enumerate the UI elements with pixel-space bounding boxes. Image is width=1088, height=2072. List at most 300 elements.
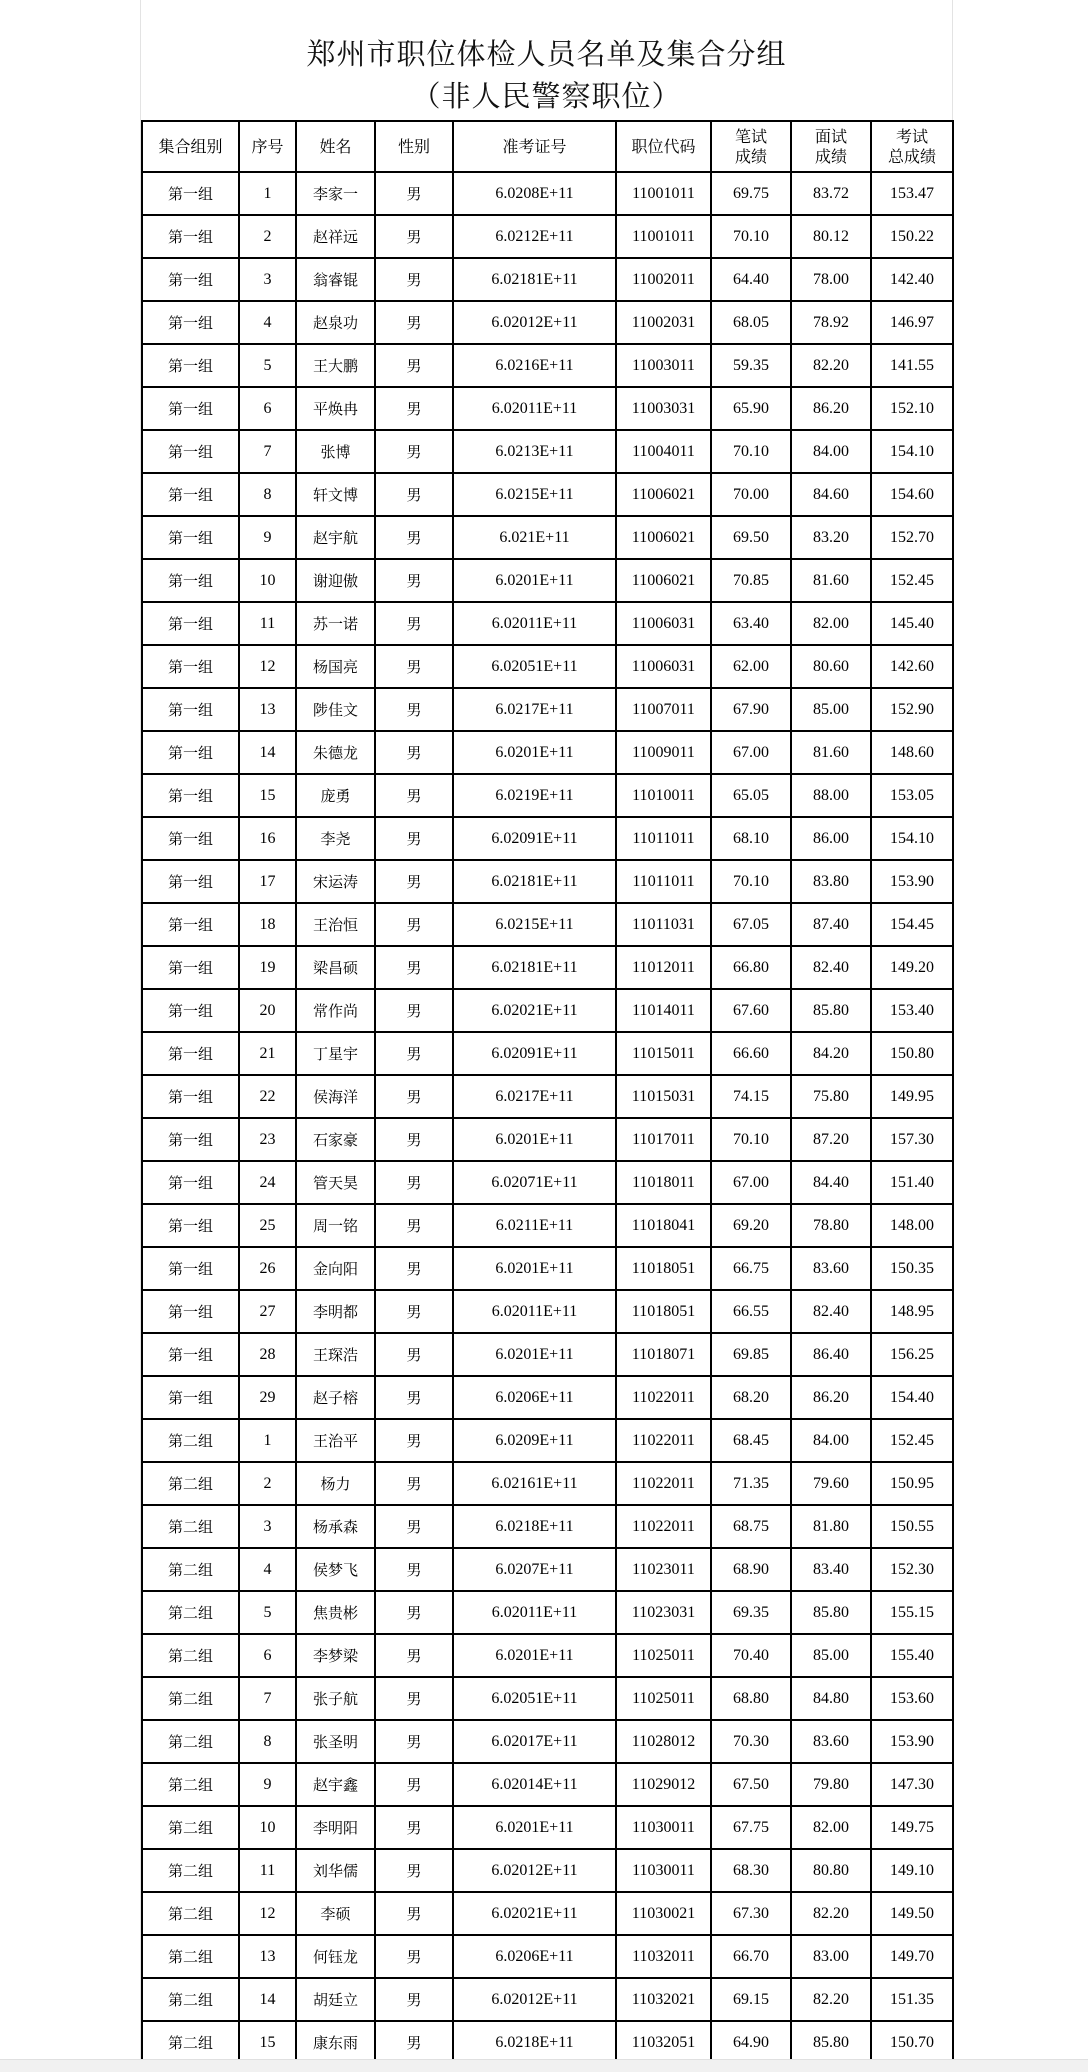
cell-name: 刘华儒 [296, 1849, 375, 1892]
cell-interview-score: 86.00 [791, 817, 871, 860]
cell-written-score: 68.20 [711, 1376, 791, 1419]
cell-position-code: 11011011 [616, 860, 711, 903]
cell-index: 2 [239, 1462, 296, 1505]
table-header-row [142, 121, 953, 172]
cell-written-score: 69.35 [711, 1591, 791, 1634]
cell-gender: 男 [375, 731, 453, 774]
cell-name: 王大鹏 [296, 344, 375, 387]
cell-total-score: 155.15 [871, 1591, 953, 1634]
cell-exam-id: 6.02012E+11 [453, 1849, 616, 1892]
cell-index: 9 [239, 1763, 296, 1806]
cell-exam-id: 6.0209E+11 [453, 1419, 616, 1462]
table-row [142, 1204, 953, 1247]
cell-total-score: 147.30 [871, 1763, 953, 1806]
cell-written-score: 70.00 [711, 473, 791, 516]
cell-exam-id: 6.0206E+11 [453, 1376, 616, 1419]
cell-position-code: 11002031 [616, 301, 711, 344]
table-row [142, 817, 953, 860]
cell-interview-score: 82.20 [791, 344, 871, 387]
cell-name: 焦贵彬 [296, 1591, 375, 1634]
cell-written-score: 69.85 [711, 1333, 791, 1376]
cell-position-code: 11006031 [616, 602, 711, 645]
cell-total-score: 141.55 [871, 344, 953, 387]
cell-written-score: 70.40 [711, 1634, 791, 1677]
table-row [142, 1978, 953, 2021]
cell-group: 第一组 [142, 516, 239, 559]
cell-group: 第一组 [142, 688, 239, 731]
cell-name: 康东雨 [296, 2021, 375, 2064]
cell-written-score: 69.75 [711, 172, 791, 215]
cell-name: 何钰龙 [296, 1935, 375, 1978]
table-row [142, 1548, 953, 1591]
cell-group: 第二组 [142, 1677, 239, 1720]
cell-gender: 男 [375, 258, 453, 301]
cell-index: 14 [239, 1978, 296, 2021]
cell-total-score: 150.55 [871, 1505, 953, 1548]
cell-total-score: 150.35 [871, 1247, 953, 1290]
cell-total-score: 154.60 [871, 473, 953, 516]
cell-name: 王琛浩 [296, 1333, 375, 1376]
cell-group: 第二组 [142, 1419, 239, 1462]
col-header-total-score: 考试 总成绩 [871, 121, 953, 172]
cell-written-score: 70.10 [711, 860, 791, 903]
table-row [142, 1376, 953, 1419]
cell-written-score: 67.30 [711, 1892, 791, 1935]
cell-total-score: 153.60 [871, 1677, 953, 1720]
cell-position-code: 11002011 [616, 258, 711, 301]
cell-position-code: 11028012 [616, 1720, 711, 1763]
cell-written-score: 62.00 [711, 645, 791, 688]
cell-name: 李家一 [296, 172, 375, 215]
cell-exam-id: 6.0215E+11 [453, 903, 616, 946]
cell-position-code: 11006021 [616, 559, 711, 602]
table-row [142, 1634, 953, 1677]
cell-gender: 男 [375, 516, 453, 559]
cell-position-code: 11003011 [616, 344, 711, 387]
cell-index: 6 [239, 1634, 296, 1677]
table-row [142, 559, 953, 602]
cell-interview-score: 84.00 [791, 430, 871, 473]
cell-total-score: 149.75 [871, 1806, 953, 1849]
table-row [142, 258, 953, 301]
cell-total-score: 152.45 [871, 1419, 953, 1462]
cell-total-score: 152.10 [871, 387, 953, 430]
cell-index: 29 [239, 1376, 296, 1419]
cell-interview-score: 82.00 [791, 602, 871, 645]
cell-gender: 男 [375, 1505, 453, 1548]
cell-written-score: 68.45 [711, 1419, 791, 1462]
cell-total-score: 149.70 [871, 1935, 953, 1978]
cell-index: 3 [239, 1505, 296, 1548]
cell-exam-id: 6.02021E+11 [453, 1892, 616, 1935]
cell-group: 第一组 [142, 559, 239, 602]
cell-exam-id: 6.02014E+11 [453, 1763, 616, 1806]
cell-position-code: 11010011 [616, 774, 711, 817]
cell-gender: 男 [375, 1118, 453, 1161]
cell-name: 宋运涛 [296, 860, 375, 903]
table-row [142, 645, 953, 688]
col-header-group: 集合组别 [142, 121, 239, 172]
table-row [142, 860, 953, 903]
cell-gender: 男 [375, 1677, 453, 1720]
cell-gender: 男 [375, 1935, 453, 1978]
cell-index: 8 [239, 1720, 296, 1763]
cell-index: 24 [239, 1161, 296, 1204]
cell-total-score: 153.05 [871, 774, 953, 817]
cell-index: 25 [239, 1204, 296, 1247]
cell-gender: 男 [375, 989, 453, 1032]
cell-name: 侯海洋 [296, 1075, 375, 1118]
cell-group: 第一组 [142, 387, 239, 430]
cell-gender: 男 [375, 645, 453, 688]
cell-index: 27 [239, 1290, 296, 1333]
cell-total-score: 152.30 [871, 1548, 953, 1591]
cell-group: 第一组 [142, 430, 239, 473]
cell-position-code: 11022011 [616, 1505, 711, 1548]
cell-total-score: 153.40 [871, 989, 953, 1032]
cell-gender: 男 [375, 2021, 453, 2064]
cell-group: 第二组 [142, 1591, 239, 1634]
cell-gender: 男 [375, 1032, 453, 1075]
cell-total-score: 142.60 [871, 645, 953, 688]
cell-written-score: 67.60 [711, 989, 791, 1032]
cell-name: 赵泉功 [296, 301, 375, 344]
cell-exam-id: 6.02181E+11 [453, 946, 616, 989]
cell-interview-score: 87.20 [791, 1118, 871, 1161]
cell-exam-id: 6.0217E+11 [453, 1075, 616, 1118]
cell-exam-id: 6.0208E+11 [453, 172, 616, 215]
table-row [142, 301, 953, 344]
cell-written-score: 63.40 [711, 602, 791, 645]
page-subtitle: （非人民警察职位） [411, 79, 682, 113]
cell-position-code: 11032011 [616, 1935, 711, 1978]
cell-written-score: 67.05 [711, 903, 791, 946]
table-row [142, 172, 953, 215]
cell-name: 翁睿锟 [296, 258, 375, 301]
cell-index: 5 [239, 1591, 296, 1634]
cell-written-score: 67.00 [711, 731, 791, 774]
cell-position-code: 11029012 [616, 1763, 711, 1806]
cell-written-score: 59.35 [711, 344, 791, 387]
cell-index: 1 [239, 1419, 296, 1462]
cell-exam-id: 6.02011E+11 [453, 387, 616, 430]
cell-total-score: 154.10 [871, 817, 953, 860]
table-row [142, 1032, 953, 1075]
cell-gender: 男 [375, 1720, 453, 1763]
cell-index: 7 [239, 1677, 296, 1720]
cell-position-code: 11011031 [616, 903, 711, 946]
cell-interview-score: 86.40 [791, 1333, 871, 1376]
cell-interview-score: 83.72 [791, 172, 871, 215]
cell-index: 21 [239, 1032, 296, 1075]
cell-index: 15 [239, 774, 296, 817]
cell-written-score: 68.10 [711, 817, 791, 860]
table-row [142, 344, 953, 387]
table-row [142, 1935, 953, 1978]
cell-group: 第一组 [142, 645, 239, 688]
table-row [142, 774, 953, 817]
cell-gender: 男 [375, 1333, 453, 1376]
cell-total-score: 148.95 [871, 1290, 953, 1333]
cell-interview-score: 75.80 [791, 1075, 871, 1118]
cell-group: 第二组 [142, 1849, 239, 1892]
cell-index: 28 [239, 1333, 296, 1376]
cell-position-code: 11030011 [616, 1806, 711, 1849]
cell-exam-id: 6.0212E+11 [453, 215, 616, 258]
cell-interview-score: 86.20 [791, 1376, 871, 1419]
cell-gender: 男 [375, 473, 453, 516]
cell-position-code: 11022011 [616, 1462, 711, 1505]
cell-position-code: 11032051 [616, 2021, 711, 2064]
cell-position-code: 11006021 [616, 473, 711, 516]
table-row [142, 1333, 953, 1376]
cell-index: 16 [239, 817, 296, 860]
cell-position-code: 11018011 [616, 1161, 711, 1204]
cell-interview-score: 80.12 [791, 215, 871, 258]
cell-total-score: 153.47 [871, 172, 953, 215]
cell-written-score: 70.10 [711, 215, 791, 258]
cell-group: 第一组 [142, 1118, 239, 1161]
cell-group: 第二组 [142, 1806, 239, 1849]
cell-written-score: 66.70 [711, 1935, 791, 1978]
cell-group: 第二组 [142, 1978, 239, 2021]
cell-group: 第一组 [142, 774, 239, 817]
document-sheet [140, 0, 953, 2072]
cell-interview-score: 84.20 [791, 1032, 871, 1075]
cell-position-code: 11011011 [616, 817, 711, 860]
cell-written-score: 68.90 [711, 1548, 791, 1591]
cell-index: 2 [239, 215, 296, 258]
cell-gender: 男 [375, 1763, 453, 1806]
cell-name: 常作尚 [296, 989, 375, 1032]
cell-name: 苏一诺 [296, 602, 375, 645]
cell-exam-id: 6.0201E+11 [453, 1118, 616, 1161]
cell-index: 12 [239, 645, 296, 688]
cell-name: 胡廷立 [296, 1978, 375, 2021]
cell-name: 杨力 [296, 1462, 375, 1505]
cell-position-code: 11032021 [616, 1978, 711, 2021]
col-header-written-score: 笔试 成绩 [711, 121, 791, 172]
cell-gender: 男 [375, 1290, 453, 1333]
cell-interview-score: 79.80 [791, 1763, 871, 1806]
cell-exam-id: 6.0213E+11 [453, 430, 616, 473]
cell-group: 第一组 [142, 1161, 239, 1204]
cell-position-code: 11015011 [616, 1032, 711, 1075]
table-row [142, 1591, 953, 1634]
cell-group: 第一组 [142, 989, 239, 1032]
col-header-index: 序号 [239, 121, 296, 172]
cell-name: 朱德龙 [296, 731, 375, 774]
cell-written-score: 64.40 [711, 258, 791, 301]
cell-written-score: 65.05 [711, 774, 791, 817]
cell-interview-score: 79.60 [791, 1462, 871, 1505]
cell-interview-score: 83.00 [791, 1935, 871, 1978]
cell-position-code: 11023031 [616, 1591, 711, 1634]
cell-written-score: 67.00 [711, 1161, 791, 1204]
cell-name: 丁星宇 [296, 1032, 375, 1075]
cell-exam-id: 6.02011E+11 [453, 1290, 616, 1333]
cell-gender: 男 [375, 860, 453, 903]
cell-exam-id: 6.0218E+11 [453, 1505, 616, 1548]
cell-exam-id: 6.0215E+11 [453, 473, 616, 516]
table-row [142, 688, 953, 731]
cell-total-score: 151.40 [871, 1161, 953, 1204]
table-row [142, 946, 953, 989]
cell-total-score: 146.97 [871, 301, 953, 344]
cell-interview-score: 86.20 [791, 387, 871, 430]
cell-written-score: 70.10 [711, 1118, 791, 1161]
cell-index: 6 [239, 387, 296, 430]
cell-total-score: 150.95 [871, 1462, 953, 1505]
table-row [142, 602, 953, 645]
cell-gender: 男 [375, 1462, 453, 1505]
cell-name: 赵子榕 [296, 1376, 375, 1419]
cell-interview-score: 78.92 [791, 301, 871, 344]
cell-interview-score: 84.40 [791, 1161, 871, 1204]
cell-group: 第二组 [142, 1892, 239, 1935]
cell-gender: 男 [375, 1634, 453, 1677]
cell-index: 8 [239, 473, 296, 516]
col-header-name: 姓名 [296, 121, 375, 172]
cell-interview-score: 85.80 [791, 1591, 871, 1634]
cell-written-score: 71.35 [711, 1462, 791, 1505]
table-row [142, 473, 953, 516]
cell-index: 4 [239, 301, 296, 344]
cell-total-score: 157.30 [871, 1118, 953, 1161]
cell-gender: 男 [375, 903, 453, 946]
table-row [142, 1806, 953, 1849]
cell-group: 第二组 [142, 2021, 239, 2064]
cell-group: 第一组 [142, 344, 239, 387]
cell-interview-score: 88.00 [791, 774, 871, 817]
cell-total-score: 152.70 [871, 516, 953, 559]
cell-name: 李明都 [296, 1290, 375, 1333]
cell-written-score: 70.85 [711, 559, 791, 602]
cell-total-score: 154.40 [871, 1376, 953, 1419]
table-body [142, 172, 953, 2064]
cell-gender: 男 [375, 1161, 453, 1204]
cell-interview-score: 81.60 [791, 731, 871, 774]
cell-exam-id: 6.02012E+11 [453, 1978, 616, 2021]
cell-total-score: 156.25 [871, 1333, 953, 1376]
cell-written-score: 69.50 [711, 516, 791, 559]
cell-gender: 男 [375, 1204, 453, 1247]
table-row [142, 1462, 953, 1505]
cell-gender: 男 [375, 817, 453, 860]
cell-position-code: 11022011 [616, 1376, 711, 1419]
cell-total-score: 154.10 [871, 430, 953, 473]
cell-written-score: 74.15 [711, 1075, 791, 1118]
cell-position-code: 11017011 [616, 1118, 711, 1161]
cell-total-score: 153.90 [871, 860, 953, 903]
cell-name: 李硕 [296, 1892, 375, 1935]
cell-total-score: 150.80 [871, 1032, 953, 1075]
cell-index: 3 [239, 258, 296, 301]
table-row [142, 1720, 953, 1763]
cell-group: 第一组 [142, 1032, 239, 1075]
cell-group: 第二组 [142, 1462, 239, 1505]
cell-exam-id: 6.0219E+11 [453, 774, 616, 817]
cell-interview-score: 85.00 [791, 1634, 871, 1677]
cell-name: 周一铭 [296, 1204, 375, 1247]
cell-group: 第一组 [142, 1333, 239, 1376]
cell-position-code: 11023011 [616, 1548, 711, 1591]
table-row [142, 989, 953, 1032]
cell-index: 13 [239, 1935, 296, 1978]
cell-exam-id: 6.02091E+11 [453, 817, 616, 860]
cell-group: 第一组 [142, 1247, 239, 1290]
table-row [142, 1763, 953, 1806]
cell-exam-id: 6.0201E+11 [453, 1806, 616, 1849]
cell-name: 侯梦飞 [296, 1548, 375, 1591]
cell-index: 11 [239, 1849, 296, 1892]
table-row [142, 1892, 953, 1935]
roster-table [141, 120, 954, 2065]
cell-name: 金向阳 [296, 1247, 375, 1290]
cell-index: 10 [239, 1806, 296, 1849]
cell-exam-id: 6.0211E+11 [453, 1204, 616, 1247]
cell-interview-score: 83.40 [791, 1548, 871, 1591]
cell-index: 19 [239, 946, 296, 989]
cell-group: 第一组 [142, 946, 239, 989]
cell-index: 20 [239, 989, 296, 1032]
cell-written-score: 66.60 [711, 1032, 791, 1075]
cell-exam-id: 6.02091E+11 [453, 1032, 616, 1075]
cell-group: 第一组 [142, 817, 239, 860]
cell-exam-id: 6.02181E+11 [453, 258, 616, 301]
cell-group: 第一组 [142, 731, 239, 774]
cell-position-code: 11007011 [616, 688, 711, 731]
cell-exam-id: 6.02012E+11 [453, 301, 616, 344]
cell-group: 第二组 [142, 1548, 239, 1591]
table-row [142, 903, 953, 946]
cell-total-score: 149.10 [871, 1849, 953, 1892]
cell-gender: 男 [375, 1849, 453, 1892]
cell-written-score: 66.75 [711, 1247, 791, 1290]
cell-name: 赵宇航 [296, 516, 375, 559]
cell-gender: 男 [375, 172, 453, 215]
cell-written-score: 66.80 [711, 946, 791, 989]
table-row [142, 1505, 953, 1548]
cell-group: 第一组 [142, 172, 239, 215]
cell-total-score: 151.35 [871, 1978, 953, 2021]
cell-exam-id: 6.02011E+11 [453, 602, 616, 645]
cell-total-score: 145.40 [871, 602, 953, 645]
cell-exam-id: 6.0216E+11 [453, 344, 616, 387]
cell-group: 第一组 [142, 860, 239, 903]
cell-exam-id: 6.0207E+11 [453, 1548, 616, 1591]
cell-position-code: 11006021 [616, 516, 711, 559]
cell-gender: 男 [375, 946, 453, 989]
cell-name: 李尧 [296, 817, 375, 860]
cell-written-score: 70.30 [711, 1720, 791, 1763]
cell-name: 杨承森 [296, 1505, 375, 1548]
cell-exam-id: 6.02011E+11 [453, 1591, 616, 1634]
cell-written-score: 65.90 [711, 387, 791, 430]
cell-total-score: 150.70 [871, 2021, 953, 2064]
cell-written-score: 68.30 [711, 1849, 791, 1892]
col-header-interview-score: 面试 成绩 [791, 121, 871, 172]
cell-interview-score: 83.60 [791, 1247, 871, 1290]
bottom-scroll-strip [0, 2059, 1088, 2072]
cell-total-score: 148.00 [871, 1204, 953, 1247]
cell-interview-score: 87.40 [791, 903, 871, 946]
cell-position-code: 11018071 [616, 1333, 711, 1376]
cell-gender: 男 [375, 1247, 453, 1290]
col-header-gender: 性别 [375, 121, 453, 172]
cell-index: 17 [239, 860, 296, 903]
cell-group: 第二组 [142, 1720, 239, 1763]
